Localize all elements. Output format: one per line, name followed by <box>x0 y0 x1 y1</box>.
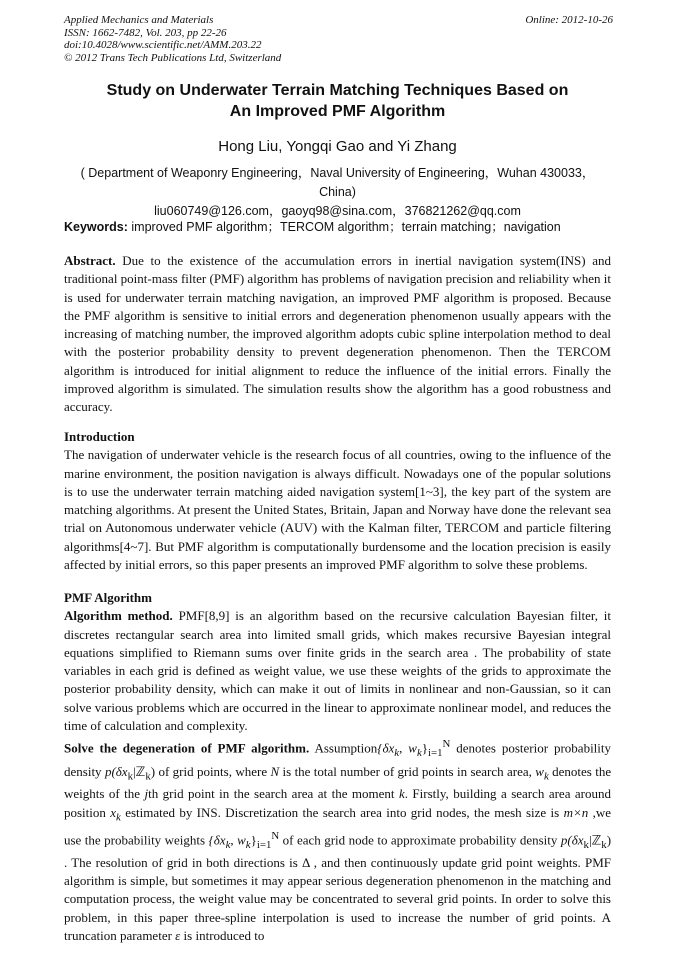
text: th grid point in the search area at the moment <box>148 786 395 802</box>
text: denotes posterior probability density <box>64 740 612 779</box>
affiliation: ( Department of Weaponry Engineering，Naval University of Engineering，Wuhan 430033，China) <box>80 166 595 199</box>
math: m×n <box>563 804 589 820</box>
text: Assumption <box>314 740 378 756</box>
copyright: © 2012 Trans Tech Publications Ltd, Switzerland <box>64 51 282 64</box>
math: w <box>535 763 544 779</box>
introduction-text: The navigation of underwater vehicle is the research focus of all countries, owing to the influence of the marine environment, the position navigation is always difficult. Nowadays one of the popular solutions is to use the underwater terrain matching aided navigation system[1~3], the key part of the system are matching algorithms. At present the United States, Britain, Japan and Norway have done the relevant sea trial on Autonomous underwater vehicle (AUV) with the Kalman filter, TERCOM and particle filtering algorithms[4~7]. But PMF algorithm is computationally burdensome and the location precision is easily affected by initial errors, so this paper presents an improved PMF algorithm to solve these problems. <box>64 447 611 573</box>
method-label: Algorithm method. <box>64 608 173 624</box>
text: of each grid node to approximate probability density <box>282 832 558 847</box>
math: {δx <box>377 740 395 756</box>
math: |ℤ <box>133 763 146 779</box>
text: ,we use the probability weights <box>64 804 611 847</box>
math: p(δx <box>104 763 128 779</box>
solve-label: Solve the degeneration of PMF algorithm. <box>64 740 310 756</box>
keywords-label: Keywords: <box>64 220 128 234</box>
paper-title: Study on Underwater Terrain Matching Techniques Based on An Improved PMF Algorithm <box>106 82 569 120</box>
introduction-section <box>64 428 611 574</box>
doi: doi:10.4028/www.scientific.net/AMM.203.22 <box>64 39 262 51</box>
keywords-text: improved PMF algorithm；TERCOM algorithm；terrain matching；navigation <box>131 220 561 234</box>
online-date: Online: 2012-10-26 <box>525 14 613 26</box>
text: estimated by INS. Discretization the search area into grid nodes, the mesh size is <box>125 804 560 820</box>
abstract-text: Due to the existence of the accumulation errors in inertial navigation system(INS) and traditional point-mass filter (PMF) algorithm has problems of navigation precision and reliability when it is used for underwater terrain matching navigation, an improved PMF algorithm is proposed. Because the PMF algorithm is sensitive to initial errors and degeneration phenomenon usually appears with the increasing of matching number, the improved algorithm adopts cubic spline interpolation method to deal with the posterior probability density to prevent degeneration phenomenon. Then the TERCOM algorithm is introduced for initial alignment to reduce the influence of the initial errors. Finally the improved algorithm is simulated. The simulation results show the algorithm has a good robustness and accuracy. <box>64 253 611 415</box>
math: x <box>110 804 117 820</box>
algorithm-method-paragraph <box>64 607 611 735</box>
math: j <box>144 786 149 802</box>
text: . The resolution of grid in both directions is Δ , and then continuously update grid point weights. PMF algorithm is simple, but sometimes it may appear serious degeneration phenomenon in the matching and computation process, the weight value may be concentrated to several grid points. In order to solve this problem, in this paper three-spline interpolation is used to increase the number of grid points. A truncation parameter <box>64 854 611 944</box>
journal-header <box>64 14 281 64</box>
text: is the total number of grid points in search area, <box>282 763 532 779</box>
math: N <box>270 763 280 779</box>
authors: Hong Liu, Yongqi Gao and Yi Zhang <box>218 138 457 155</box>
abstract <box>64 252 611 417</box>
text: denotes the weights of the <box>64 763 612 802</box>
affiliation-block <box>64 164 611 221</box>
solve-degeneration-paragraph: Solve the degeneration of PMF algorithm. $Assumption\{\delta x_k$, $w_k\}_{i=1}^N$ denotes posterior probability density $p(\delta x_k|ℤ_k)$ of grid points, where N is the total number of grid points in search area, $w_k$ denotes the weights of the jth grid point in the search area at the moment k. Firstly, building a search area around position $x_k$ estimated by INS. Discretization the search area into grid nodes, the mesh size is m×n ,we use the probability weights {$\delta x_k$, $w_k\}_{i=1}^N$ of each grid node to approximate probability density $p(\delta x_k|ℤ_k)$ . The resolution of grid in both directions is Δ , and then continuously update grid point weights. PMF algorithm is simple, but sometimes it may appear serious degeneration phenomenon in the matching and computation process, the weight value may be concentrated to several grid points. In order to solve this problem, in this paper three-spline interpolation is used to increase the number of grid points. A truncation parameter ε is introduced to <box>64 738 612 944</box>
issn: ISSN: 1662-7482, Vol. 203, pp 22-26 <box>64 26 227 39</box>
text: of grid points, where <box>158 763 268 779</box>
journal-name: Applied Mechanics and Materials <box>64 14 214 26</box>
method-text: PMF[8,9] is an algorithm based on the recursive calculation Bayesian filter, it discretes rectangular search area into limited small grids, which makes recursive Bayesian integral equations simplified to Riemann sums over finite grids in the search area . The probability of state variables in each grid is defined as weight value, we use these weights of the grids to approximate the posterior probability density, which can make it out of limits in nonlinear and non-Gaussian, so it can solve various problems which are occurred in the linear to approximate nonlinear model, and reduces the time of calculation and complexity. <box>64 608 611 734</box>
text: is introduced to <box>183 928 265 944</box>
pmf-heading: PMF Algorithm <box>64 590 152 605</box>
text: . Firstly, building a search area around position <box>64 786 612 820</box>
math: ε <box>175 928 181 944</box>
keywords <box>64 217 611 235</box>
math: ) <box>150 763 156 779</box>
math: k <box>398 786 405 802</box>
abstract-label: Abstract. <box>64 253 116 268</box>
pmf-section <box>64 589 611 945</box>
emails: liu060749@126.com，gaoyq98@sina.com，376821262@qq.com <box>154 204 521 218</box>
introduction-heading: Introduction <box>64 429 135 444</box>
